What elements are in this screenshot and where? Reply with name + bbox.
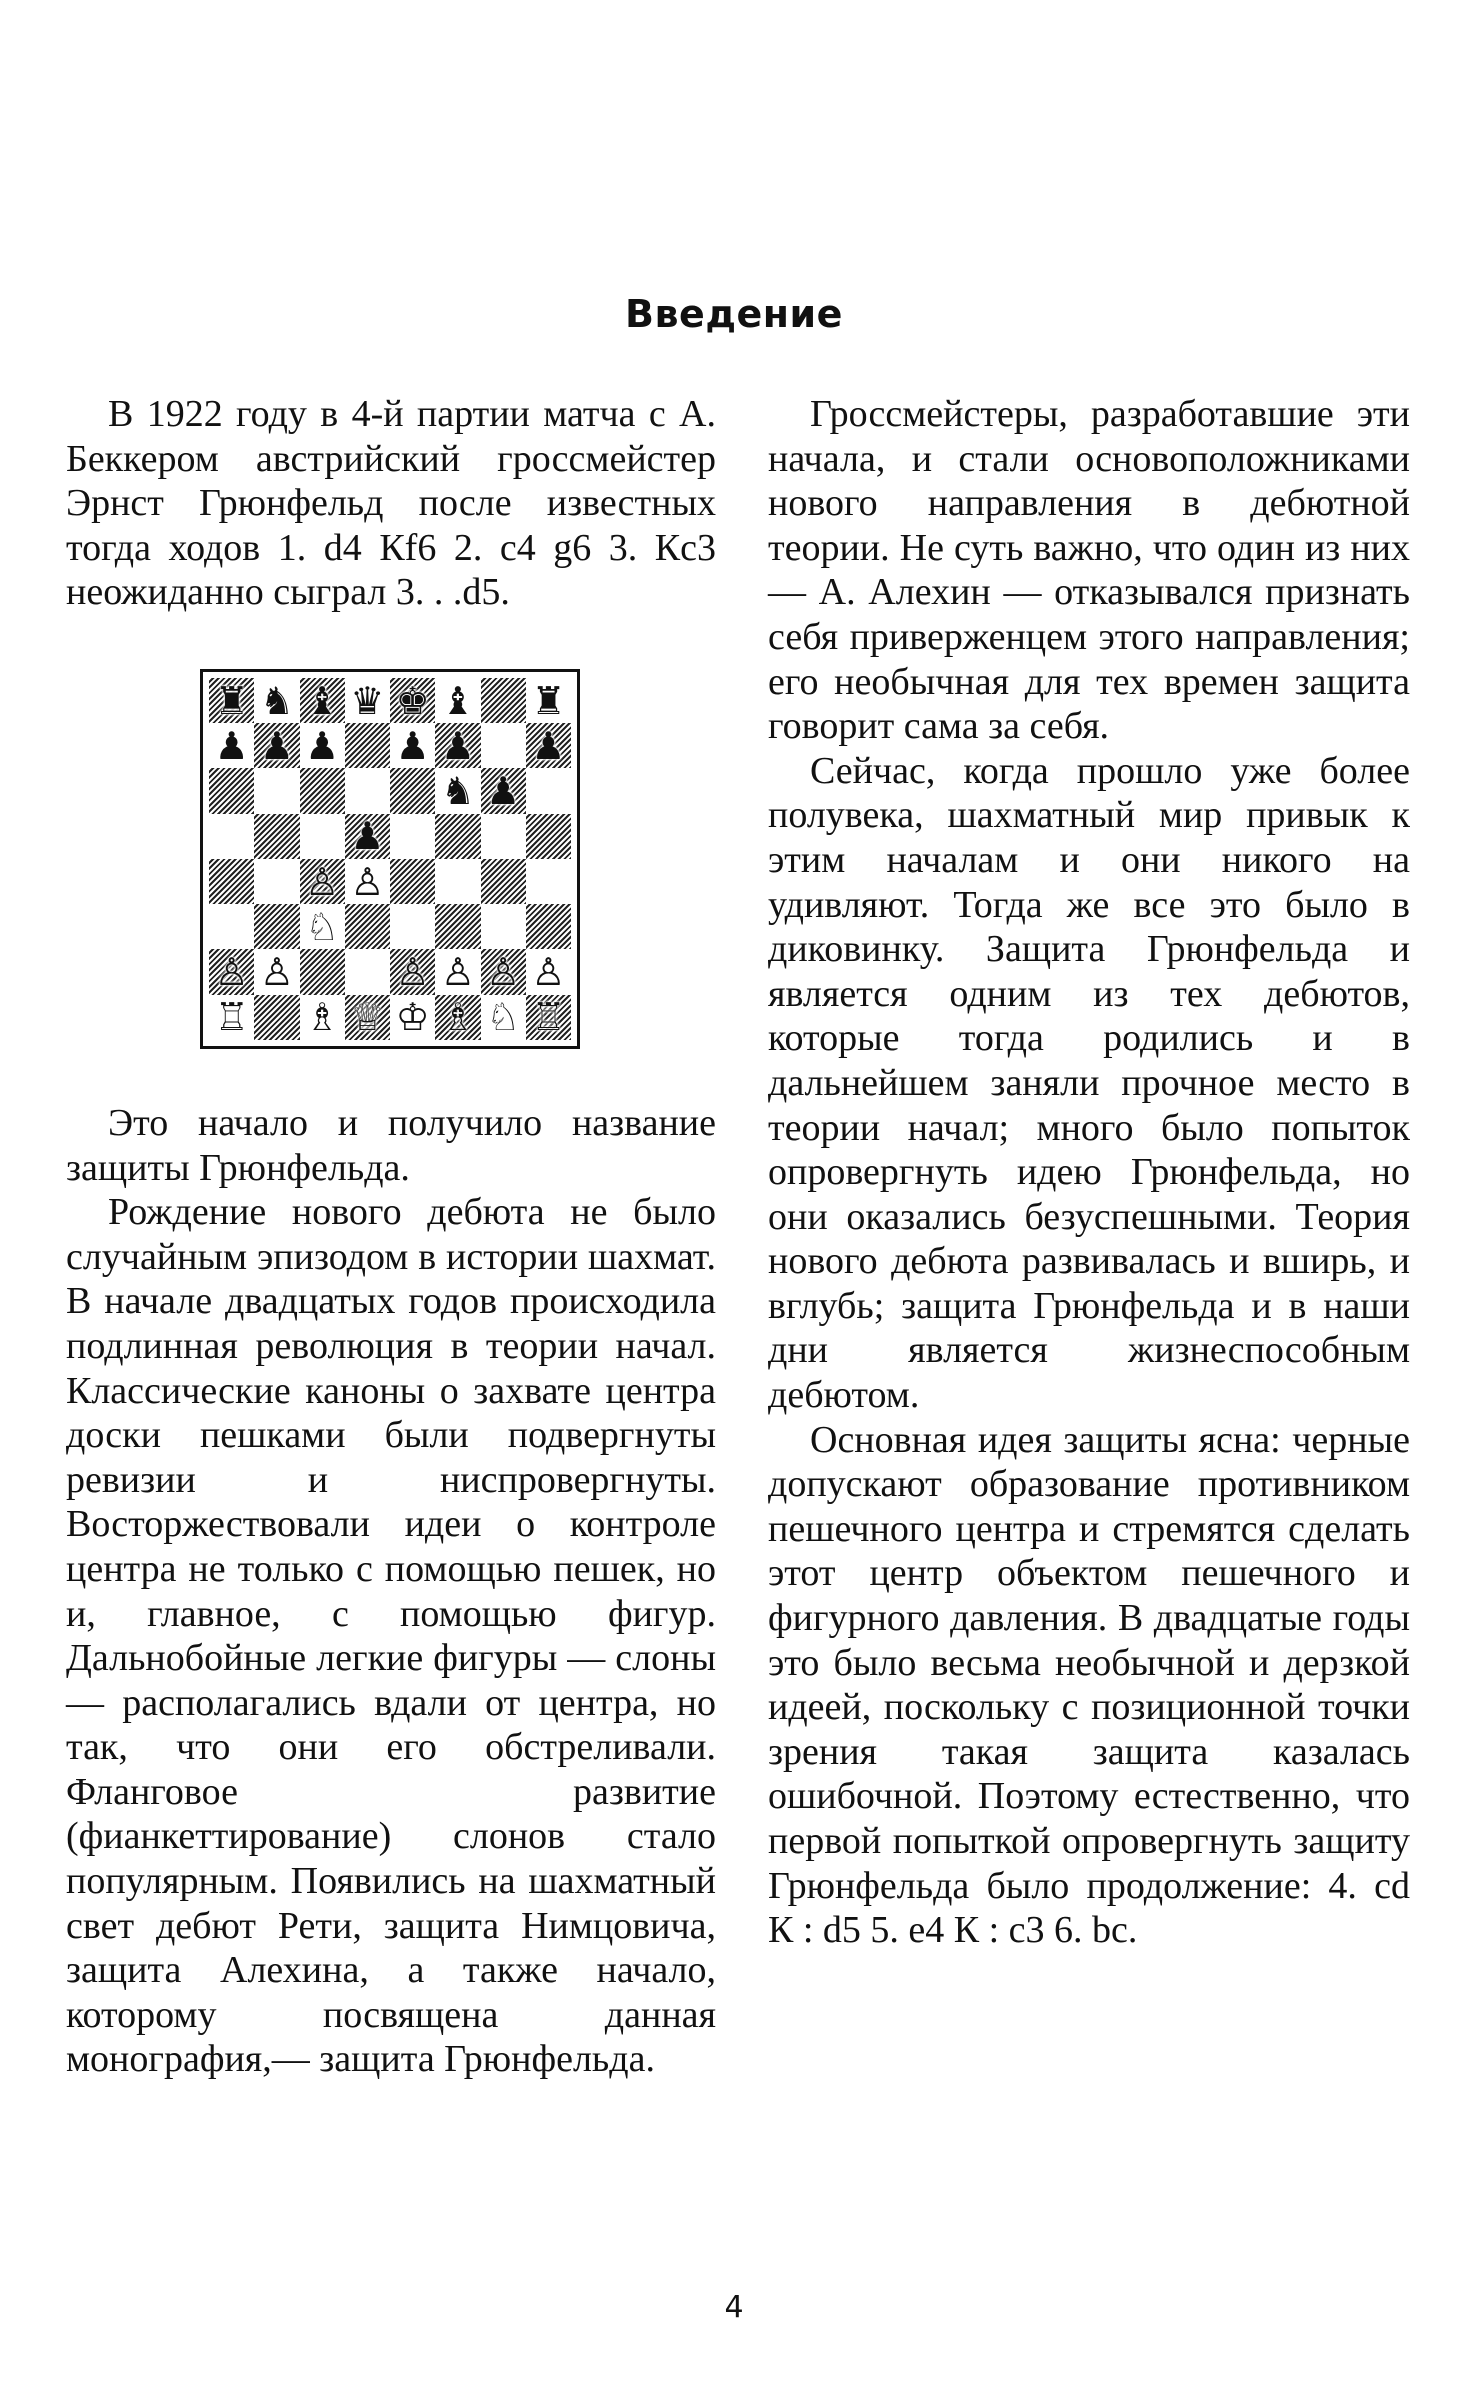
square-d5 <box>345 814 390 859</box>
paragraph-intro: В 1922 году в 4-й партии матча с А. Беккером австрийский гроссмейстер Эрнст Грюнфельд после известных тогда ходов 1. d4 Кf6 2. c4 g6 3. Кc3 неожиданно сыграл 3. . .d5. <box>66 393 716 614</box>
square-a6 <box>209 768 254 813</box>
square-h8 <box>526 678 571 723</box>
square-c8 <box>300 678 345 723</box>
piece-g1: ♘ <box>486 995 521 1040</box>
piece-e1: ♔ <box>395 995 430 1040</box>
square-c7 <box>300 723 345 768</box>
piece-f7: ♟ <box>440 723 475 768</box>
square-d8 <box>345 678 390 723</box>
piece-c4: ♙ <box>305 859 340 904</box>
piece-c1: ♗ <box>305 995 340 1040</box>
square-a7 <box>209 723 254 768</box>
square-b3 <box>254 904 299 949</box>
square-g2 <box>481 949 526 994</box>
square-b8 <box>254 678 299 723</box>
piece-c3: ♘ <box>305 904 340 949</box>
square-f6 <box>435 768 480 813</box>
square-g4 <box>481 859 526 904</box>
paragraph-founders: Гроссмейстеры, разработавшие эти начала, и стали основоположниками нового направления в дебютной теории. Не суть важно, что один из них — А. Алехин — отказывался признать себя приверженцем этого направления; его необычная для тех времен защита говорит сама за себя. <box>768 393 1410 748</box>
square-g6 <box>481 768 526 813</box>
chess-diagram <box>200 669 580 1049</box>
square-b5 <box>254 814 299 859</box>
square-d3 <box>345 904 390 949</box>
square-a4 <box>209 859 254 904</box>
square-e3 <box>390 904 435 949</box>
square-e4 <box>390 859 435 904</box>
square-h6 <box>526 768 571 813</box>
left-column <box>66 392 716 2082</box>
piece-f2: ♙ <box>440 950 475 995</box>
piece-a7: ♟ <box>214 723 249 768</box>
square-e5 <box>390 814 435 859</box>
square-h7 <box>526 723 571 768</box>
square-b7 <box>254 723 299 768</box>
square-f7 <box>435 723 480 768</box>
piece-d1: ♕ <box>350 995 385 1040</box>
piece-b8: ♞ <box>259 678 294 723</box>
piece-h1: ♖ <box>531 995 566 1040</box>
piece-f6: ♞ <box>440 769 475 814</box>
piece-f1: ♗ <box>440 995 475 1040</box>
square-d7 <box>345 723 390 768</box>
square-g1 <box>481 995 526 1040</box>
square-d6 <box>345 768 390 813</box>
paragraph-history: Рождение нового дебюта не было случайным эпизодом в истории шахмат. В начале двадцатых годов происходила подлинная революция в теории начал. Классические каноны о захвате центра доски пешками были подвергнуты ревизии и ниспровергнуты. Восторжествовали идеи о контроле центра не только с помощью пешек, но и, главное, с помощью фигур. Дальнобойные легкие фигуры — слоны — располагались вдали от центра, но так, что они его обстреливали. Фланговое развитие (фианкеттирование) слонов стало популярным. Появились на шахматный свет дебют Рети, защита Нимцовича, защита Алехина, а также начало, которому посвящена данная монография,— защита Грюнфельда. <box>66 1191 716 2081</box>
chess-board <box>209 678 571 1040</box>
square-c5 <box>300 814 345 859</box>
square-g8 <box>481 678 526 723</box>
piece-c8: ♝ <box>305 678 340 723</box>
square-b2 <box>254 949 299 994</box>
square-d2 <box>345 949 390 994</box>
piece-e8: ♚ <box>395 678 430 723</box>
square-f5 <box>435 814 480 859</box>
square-a3 <box>209 904 254 949</box>
piece-g2: ♙ <box>486 950 521 995</box>
piece-a8: ♜ <box>214 678 249 723</box>
piece-d4: ♙ <box>350 859 385 904</box>
square-a5 <box>209 814 254 859</box>
piece-h2: ♙ <box>531 950 566 995</box>
square-e6 <box>390 768 435 813</box>
square-a8 <box>209 678 254 723</box>
piece-d5: ♟ <box>350 814 385 859</box>
piece-b7: ♟ <box>259 723 294 768</box>
square-c6 <box>300 768 345 813</box>
paragraph-half-century: Сейчас, когда прошло уже более полувека, шахматный мир привык к этим началам и они никого на удивляют. Тогда же все это было в диковинку. Защита Грюнфельда и является одним из тех дебютов, которые тогда родились и в дальнейшем заняли прочное место в теории начал; много было попыток опровергнуть идею Грюнфельда, но они оказались безуспешными. Теория нового дебюта развивалась и вширь, и вглубь; защита Грюнфельда и в наши дни является жизнеспособным дебютом. <box>768 749 1410 1417</box>
square-e7 <box>390 723 435 768</box>
square-g3 <box>481 904 526 949</box>
piece-a2: ♙ <box>214 950 249 995</box>
page-number: 4 <box>724 2290 744 2325</box>
square-a2 <box>209 949 254 994</box>
square-f4 <box>435 859 480 904</box>
square-b6 <box>254 768 299 813</box>
square-e1 <box>390 995 435 1040</box>
page-title: Введение <box>625 292 843 336</box>
square-h2 <box>526 949 571 994</box>
square-c1 <box>300 995 345 1040</box>
square-f3 <box>435 904 480 949</box>
square-a1 <box>209 995 254 1040</box>
piece-h8: ♜ <box>531 678 566 723</box>
square-c2 <box>300 949 345 994</box>
square-d4 <box>345 859 390 904</box>
square-e8 <box>390 678 435 723</box>
square-h1 <box>526 995 571 1040</box>
square-f8 <box>435 678 480 723</box>
square-f1 <box>435 995 480 1040</box>
piece-b2: ♙ <box>259 950 294 995</box>
square-c4 <box>300 859 345 904</box>
square-f2 <box>435 949 480 994</box>
piece-h7: ♟ <box>531 723 566 768</box>
square-e2 <box>390 949 435 994</box>
square-b1 <box>254 995 299 1040</box>
piece-e7: ♟ <box>395 723 430 768</box>
right-column <box>768 392 1410 1953</box>
square-h3 <box>526 904 571 949</box>
piece-a1: ♖ <box>214 995 249 1040</box>
piece-f8: ♝ <box>440 678 475 723</box>
square-c3 <box>300 904 345 949</box>
square-h4 <box>526 859 571 904</box>
piece-g6: ♟ <box>486 769 521 814</box>
square-h5 <box>526 814 571 859</box>
square-g5 <box>481 814 526 859</box>
piece-e2: ♙ <box>395 950 430 995</box>
piece-c7: ♟ <box>305 723 340 768</box>
piece-d8: ♛ <box>350 678 385 723</box>
paragraph-main-idea: Основная идея защиты ясна: черные допускают образование противником пешечного центра и стремятся сделать этот центр объектом пешечного и фигурного давления. В двадцатые годы это было весьма необычной и дерзкой идеей, поскольку с позиционной точки зрения такая защита казалась ошибочной. Поэтому естественно, что первой попыткой опровергнуть защиту Грюнфельда было продолжение: 4. cd К : d5 5. e4 К : c3 6. bc. <box>768 1418 1410 1952</box>
square-b4 <box>254 859 299 904</box>
paragraph-name-origin: Это начало и получило название защиты Грюнфельда. <box>66 1101 716 1189</box>
square-g7 <box>481 723 526 768</box>
square-d1 <box>345 995 390 1040</box>
